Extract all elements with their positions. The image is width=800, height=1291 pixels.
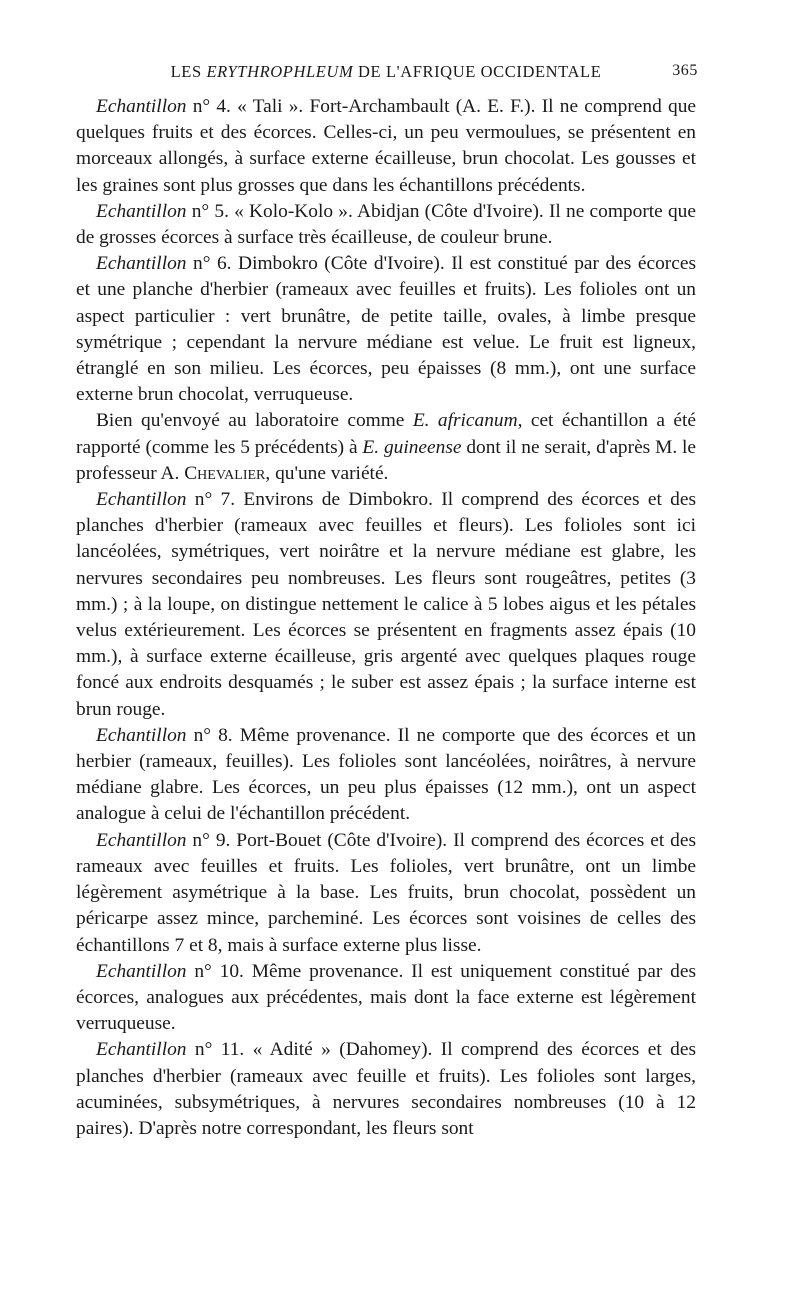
paragraph-text: n° 10. Même provenance. Il est uniquement constitué par des écorces, analogues aux précédentes, mais dont la face externe est légèrement verruqueuse. (76, 960, 696, 1035)
specimen-label: Echantillon (96, 96, 187, 117)
paragraph-text: n° 8. Même provenance. Il ne comporte que des écorces et un herbier (rameaux, feuilles). Les folioles sont lancéolées, noirâtres, à nervure médiane glabre. Les écorces, un peu plus épaisses (12 mm.), ont un aspect analogue à celui de l'échantillon précédent. (76, 724, 696, 825)
species-name: E. guineense (362, 436, 462, 458)
paragraph-text: n° 6. Dimbokro (Côte d'Ivoire). Il est constitué par des écorces et une planche d'herbier (rameaux avec feuilles et fruits). Les folioles ont un aspect particulier : vert brunâtre, de petite taille, ovales, à limbe presque symétrique ; cependant la nervure médiane est velue. Le fruit est ligneux, étranglé en son milieu. Les écorces, peu épaisses (8 mm.), ont une surface externe brun chocolat, verruqueuse. (76, 253, 696, 406)
specimen-label: Echantillon (96, 724, 187, 746)
paragraph-text: n° 7. Environs de Dimbokro. Il comprend des écorces et des planches d'herbier (rameaux avec feuilles et fleurs). Les folioles sont ici lancéolées, symétriques, vert noirâtre et la nervure médiane est glabre, les nervures secondaires peu nombreuses. Les fleurs sont rougeâtres, petites (3 mm.) ; à la loupe, on distingue nettement le calice à 5 lobes aigus et les pétales velus extérieurement. Les écorces se présentent en fragments assez épais (10 mm.), à surface externe écailleuse, gris argenté avec quelques plaques rouge foncé aux endroits desquamés ; le suber est assez épais ; la surface interne est brun rouge. (76, 489, 696, 720)
paragraph-echantillon-8 (76, 723, 696, 828)
running-header (76, 58, 696, 88)
specimen-label: Echantillon (96, 960, 187, 982)
specimen-label: Echantillon (96, 829, 187, 851)
paragraph-echantillon-7 (76, 487, 696, 723)
paragraph-text: , qu'une variété. (265, 462, 389, 484)
specimen-label: Echantillon (96, 200, 187, 222)
paragraph-text: Bien qu'envoyé au laboratoire comme (96, 410, 413, 432)
paragraph-echantillon-11 (76, 1037, 696, 1142)
paragraph-text: n° 9. Port-Bouet (Côte d'Ivoire). Il comprend des écorces et des rameaux avec feuilles et fruits. Les folioles, vert brunâtre, ont un limbe légèrement asymétrique à la base. Les fruits, brun chocolat, possèdent un péricarpe assez mince, parcheminé. Les écorces sont voisines de celles des échantillons 7 et 8, mais à surface externe plus lisse. (76, 829, 696, 956)
paragraph-text: n° 4. « Tali ». Fort-Archambault (A. E. F.). Il ne comprend que quelques fruits et des écorces. Celles-ci, un peu vermoulues, se présentent en morceaux allongés, à surface externe écailleuse, brun chocolat. Les gousses et les graines sont plus grosses que dans les échantillons précédents. (76, 96, 696, 196)
paragraph-note-africanum (76, 408, 696, 487)
paragraph-echantillon-10 (76, 959, 696, 1038)
paragraph-text: n° 11. « Adité » (Dahomey). Il comprend des écorces et des planches d'herbier (rameaux avec feuille et fruits). Les folioles sont larges, acuminées, subsymétriques, à nervures secondaires nombreuses (10 à 12 paires). D'après notre correspondant, les fleurs sont (76, 1039, 696, 1139)
author-name: Chevalier (184, 462, 266, 484)
page (76, 58, 696, 1142)
paragraph-echantillon-4 (76, 94, 696, 199)
running-title-genus: ERYTHROPHLEUM (206, 62, 354, 81)
paragraph-text: dont il ne serait, d'après M. le professeur A. (76, 436, 697, 484)
specimen-label: Echantillon (96, 253, 187, 275)
page-number: 365 (672, 62, 698, 79)
paragraph-echantillon-6 (76, 251, 696, 408)
species-name: E. africanum (412, 410, 518, 432)
paragraph-echantillon-9 (76, 828, 696, 959)
specimen-label: Echantillon (96, 1039, 187, 1061)
running-title-prefix: LES (170, 62, 207, 81)
body-text (76, 94, 696, 1142)
paragraph-text: , cet échantillon a été rapporté (comme les 5 précédents) à (76, 410, 696, 458)
specimen-label: Echantillon (96, 489, 187, 511)
paragraph-echantillon-5 (76, 199, 696, 251)
running-title-suffix: DE L'AFRIQUE OCCIDENTALE (353, 62, 602, 81)
running-title (76, 62, 696, 82)
paragraph-text: n° 5. « Kolo-Kolo ». Abidjan (Côte d'Ivoire). Il ne comporte que de grosses écorces à surface très écailleuse, de couleur brune. (76, 200, 696, 249)
